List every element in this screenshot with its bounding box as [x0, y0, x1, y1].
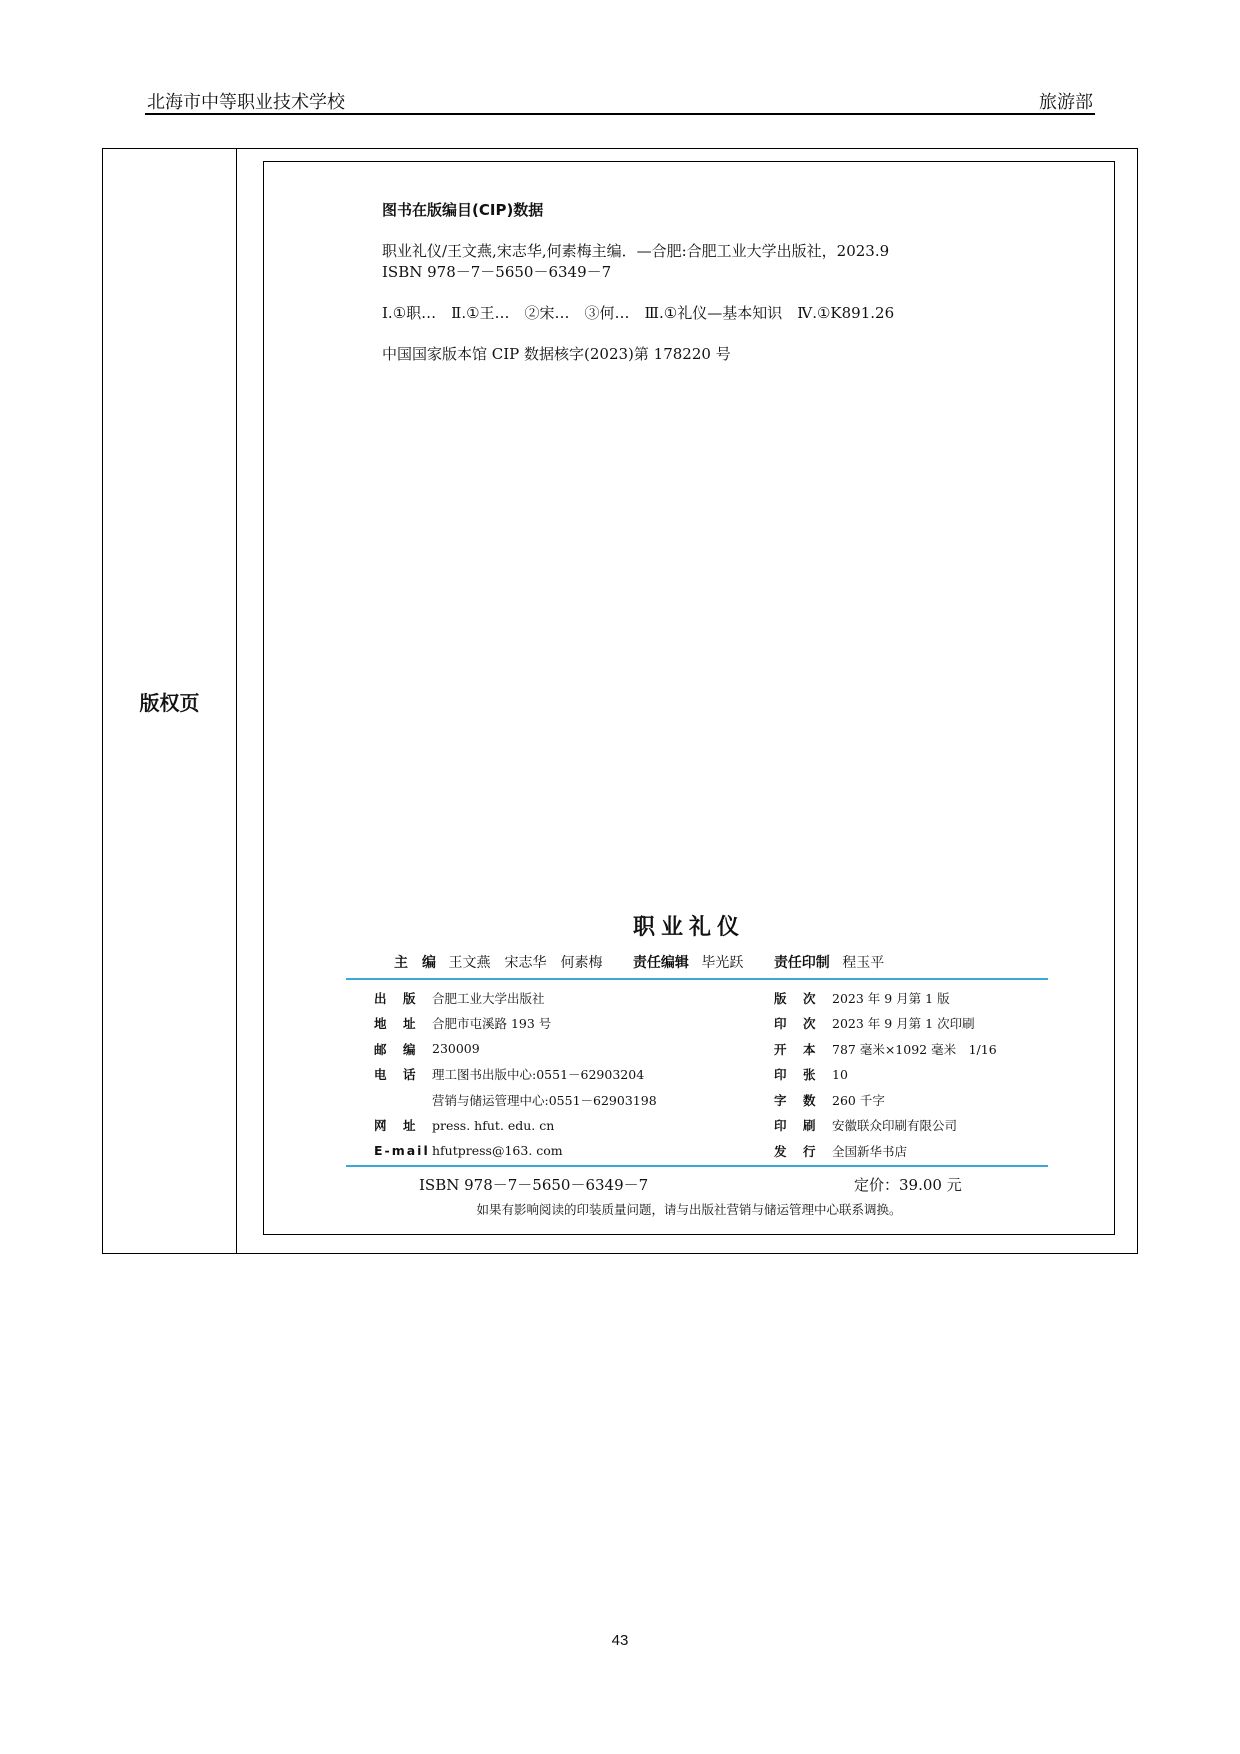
copyright-table: [102, 148, 1138, 1254]
info-row: 字 数 260 千字: [774, 1092, 885, 1108]
cip-line-3: Ⅰ.①职… Ⅱ.①王… ②宋… ③何… Ⅲ.①礼仪—基本知识 Ⅳ.①K891.26: [382, 304, 895, 322]
info-row: 出 版 合肥工业大学出版社: [374, 990, 545, 1006]
responsible-printing-label: 责任印制: [773, 955, 830, 971]
page-number: 43: [611, 1632, 629, 1649]
info-row: E-mail hfutpress@163. com: [374, 1143, 563, 1159]
cip-line-1: 职业礼仪/王文燕,宋志华,何素梅主编．—合肥:合肥工业大学出版社，2023.9: [382, 242, 890, 260]
cip-title: 图书在版编目(CIP)数据: [382, 201, 544, 219]
cip-block: [382, 200, 894, 365]
responsible-printing: 程玉平: [842, 955, 885, 971]
price: 定价：39.00 元: [854, 1176, 962, 1194]
info-row: 印 张 10: [774, 1066, 848, 1083]
info-left: [374, 985, 754, 1164]
header-department: 旅游部: [1039, 92, 1093, 113]
info-row: 发 行 全国新华书店: [774, 1143, 908, 1159]
info-row: 印 次 2023 年 9 月第 1 次印刷: [774, 1016, 975, 1032]
info-row: 地 址 合肥市屯溪路 193 号: [374, 1016, 552, 1032]
chief-editor-label: 主 编: [394, 955, 436, 971]
copyright-page-image: [263, 161, 1115, 1235]
responsible-editor-label: 责任编辑: [632, 955, 689, 971]
cip-line-4: 中国国家版本馆 CIP 数据核字(2023)第 178220 号: [382, 345, 731, 363]
header-rule: [145, 113, 1095, 115]
info-row: 电 话 理工图书出版中心:0551－62903204: [374, 1067, 645, 1083]
info-row: 邮 编 230009: [374, 1041, 480, 1057]
chief-editors: 王文燕 宋志华 何素梅: [448, 955, 603, 971]
info-row: 开 本 787 毫米×1092 毫米 1/16: [774, 1041, 997, 1057]
label-cell: [103, 149, 237, 1253]
book-title: 职业礼仪: [632, 914, 745, 940]
info-row: 印 刷 安徽联众印刷有限公司: [774, 1118, 958, 1134]
header-school: 北海市中等职业技术学校: [147, 92, 345, 113]
info-row: 版 次 2023 年 9 月第 1 版: [774, 990, 950, 1006]
info-right: [774, 985, 1054, 1164]
info-row: 营销与储运管理中心:0551－62903198: [432, 1092, 657, 1108]
cip-line-2: ISBN 978－7－5650－6349－7: [382, 263, 612, 281]
info-row: 网 址 press. hfut. edu. cn: [374, 1117, 555, 1134]
info-rule-top: [346, 978, 1048, 980]
section-label: 版权页: [139, 690, 200, 715]
isbn-line: ISBN 978－7－5650－6349－7: [419, 1176, 649, 1194]
credits-line: [394, 952, 892, 972]
responsible-editor: 毕光跃: [701, 955, 744, 971]
info-rule-bottom: [346, 1165, 1048, 1167]
quality-notice: 如果有影响阅读的印装质量问题，请与出版社营销与储运管理中心联系调换。: [476, 1202, 902, 1217]
